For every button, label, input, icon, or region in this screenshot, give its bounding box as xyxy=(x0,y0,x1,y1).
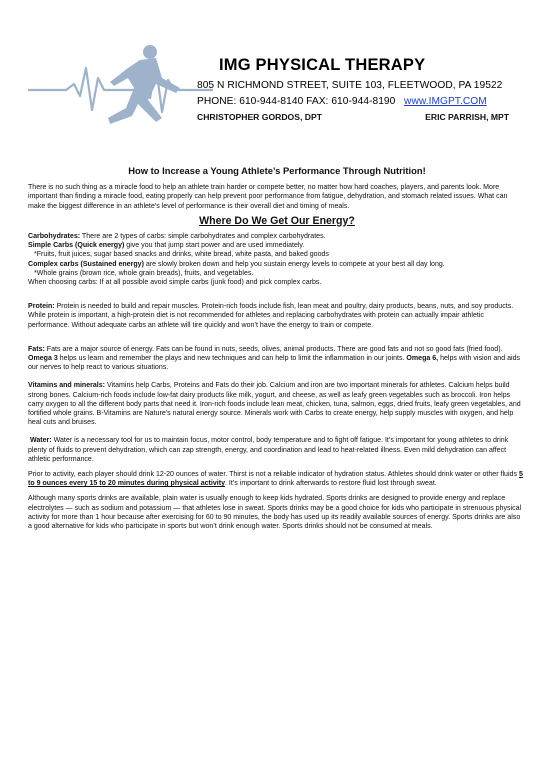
carbs-section xyxy=(28,232,526,287)
document-title: How to Increase a Young Athlete’s Performance Through Nutrition! xyxy=(128,165,426,176)
simple-carbs-label: Simple Carbs (Quick energy) xyxy=(28,242,125,250)
letterhead xyxy=(0,0,550,150)
prior-activity-paragraph: Prior to activity, each player should drink 12-20 ounces of water. Thirst is not a reliable indicator of hydration status. Athletes should drink water or other fluids 5 to 9 ounces every 15 to 20 minutes during physical activity. It’s important to drink afterwards to restore fluid lost through sweat. xyxy=(28,471,523,488)
carbs-intro: Carbohydrates: There are 2 types of carbs: simple carbohydrates and complex carbohydrates. xyxy=(28,233,326,241)
complex-carbs: Complex carbs (Sustained energy) are slowly broken down and help you sustain energy levels to compete at your best all day long. xyxy=(28,260,445,268)
water-label: Water: xyxy=(29,437,52,445)
simple-carbs: Simple Carbs (Quick energy) give you that jump start power and are used immediately. xyxy=(28,242,305,250)
fats-label: Fats: xyxy=(28,345,45,353)
hydration-rate-emphasis: 5 to 9 ounces every 15 to 20 minutes during physical activity xyxy=(28,471,523,488)
heartbeat-line xyxy=(28,66,213,112)
choosing-carbs: When choosing carbs: If at all possible avoid simple carbs (junk food) and pick complex carbs. xyxy=(28,279,322,287)
omega3-label: Omega 3 xyxy=(28,355,58,363)
staff-left: CHRISTOPHER GORDOS, DPT xyxy=(197,112,322,122)
staff-right: ERIC PARRISH, MPT xyxy=(425,112,509,122)
intro-paragraph: There is no such thing as a miracle food to help an athlete train harder or compete better, no matter how hard coaches, players, and parents look. More important than finding a miracle food, eating properly can help prevent poor performance from fatigue, dehydration, and stomach related issues. What can make the biggest difference in an athlete’s level of performance is their overall diet and timing of meals. xyxy=(28,184,508,210)
vitamins-paragraph: Vitamins and minerals: Vitamins help Carbs, Proteins and Fats do their job. Calcium and iron are two important minerals for athletes. Calcium helps build strong bones. Calcium-rich foods include low-fat dairy products like milk, yogurt, and cheese, as well as leafy green vegetables such as broccoli. Iron helps carry oxygen to all the different body parts that need it. Iron-rich foods include lean meat, chicken, tuna, salmon, eggs, dried fruits, leafy green vegetables, and fortified whole grains. B-Vitamins are Nature’s natural energy source. Minerals work with Carbs to create energy, help supply muscles with oxygen, and help heal cuts and bruises. xyxy=(28,382,521,427)
sports-drinks-paragraph: Although many sports drinks are available, plain water is usually enough to keep kids hydrated. Sports drinks are designed to provide energy and replace electrolytes — such as sodium and potassium — that athletes lose in sweat. Sports drinks may be a good choice for kids who participate in strenuous physical activity for more than 1 hour because after exercising for 60 to 90 minutes, the body has used up its readily available sources of energy. Sports drinks are also a good alternative for kids who participate in sports but won’t drink enough water. Sports drinks should not be consumed at meals. xyxy=(28,495,522,531)
carbs-label: Carbohydrates: xyxy=(28,233,81,241)
runner-heartbeat-logo xyxy=(28,38,213,143)
company-info xyxy=(197,56,542,122)
complex-carbs-label: Complex carbs (Sustained energy) xyxy=(28,260,144,268)
section-heading: Where Do We Get Our Energy? xyxy=(199,214,355,227)
runner-silhouette xyxy=(108,45,180,124)
website-link[interactable]: www.IMGPT.COM xyxy=(404,96,487,107)
staff-line xyxy=(197,112,509,122)
complex-carbs-examples: *Whole grains (brown rice, whole grain breads), fruits, and vegetables. xyxy=(34,269,254,277)
contact-line xyxy=(197,96,542,107)
phone-fax: PHONE: 610-944-8140 FAX: 610-944-8190 xyxy=(197,96,396,107)
fats-paragraph: Fats: Fats are a major source of energy. Fats can be found in nuts, seeds, olives, animal products. There are good fats and not so good fats (fried food). Omega 3 helps us learn and remember the plays and new techniques and can help to limit the inflammation in our joints. Omega 6, helps with vision and aids our nerves to help react to various situations. xyxy=(28,345,521,372)
protein-paragraph: Protein: Protein is needed to build and repair muscles. Protein-rich foods include fish, lean meat and poultry, dairy products, beans, nuts, and soy products. While protein is important, a high-protein diet is not recommended for athletes and replacing carbohydrates with protein can actually impair athletic performance. Without adequate carbs an athlete will tire quickly and won’t have the energy to train or compete. xyxy=(28,303,514,329)
company-address: 805 N RICHMOND STREET, SUITE 103, FLEETWOOD, PA 19522 xyxy=(197,80,503,91)
omega6-label: Omega 6, xyxy=(406,355,439,363)
protein-label: Protein: xyxy=(28,303,55,311)
vitamins-label: Vitamins and minerals: xyxy=(28,382,106,390)
simple-carbs-examples: *Fruits, fruit juices, sugar based snacks and drinks, white bread, white pasta, and baked goods xyxy=(34,251,329,259)
company-name: IMG PHYSICAL THERAPY xyxy=(219,56,426,74)
water-paragraph: Water: Water is a necessary tool for us to maintain focus, motor control, body temperature and to fight off fatigue. It’s important for young athletes to drink plenty of fluids to prevent dehydration, which can zap strength, energy, and coordination and lead to heat-related illness. Even mild dehydration can affect athletic performance. xyxy=(28,437,509,463)
document-body xyxy=(28,166,526,537)
